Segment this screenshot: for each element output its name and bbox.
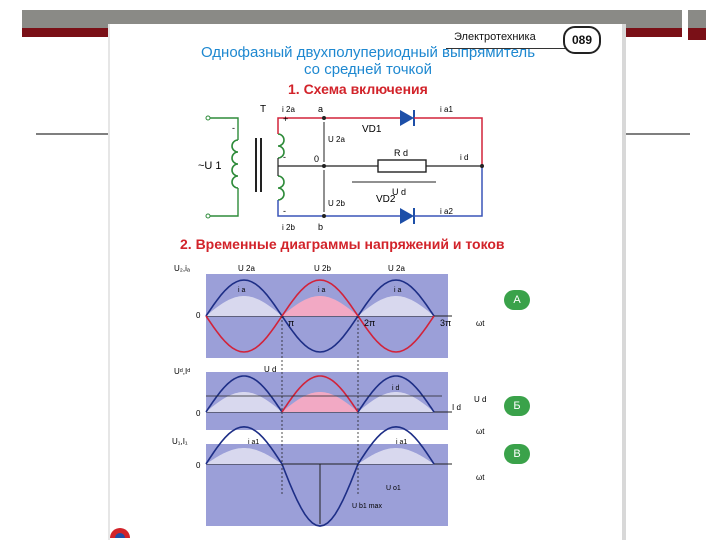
i2a-label: i 2a [282, 105, 295, 114]
diagram-b-zero: 0 [196, 409, 201, 418]
id-label: i d [460, 153, 469, 162]
waveform-diagrams [110, 24, 626, 540]
page-title-line-2: со средней точкой [304, 61, 432, 78]
diagram-b-ud: U d [264, 365, 277, 374]
diagram-a-ia3: i a [394, 287, 402, 294]
ia2-label: i a2 [440, 207, 453, 216]
diagram-b-y-label: Uᵈ,Iᵈ [174, 367, 191, 376]
diagram-b-axis: ωt [476, 427, 485, 436]
minus-bottom: - [283, 206, 286, 216]
diagram-a-u2b: U 2b [314, 264, 331, 273]
section-scheme-title: 1. Схема включения [288, 81, 428, 97]
diagram-a-axis: ωt [476, 319, 485, 328]
plus-top: + [283, 114, 289, 124]
diagram-a-y-label: U₂,iₐ [174, 264, 190, 273]
node-b-label: b [318, 222, 324, 232]
diagram-a-u2a: U 2a [238, 264, 255, 273]
diagram-v-ia1: i a1 [248, 439, 260, 446]
diagram-b-ud-right: U d [474, 395, 487, 404]
diagram-v-zero: 0 [196, 461, 201, 470]
badge-v: В [504, 444, 530, 464]
node-0-label: 0 [314, 154, 320, 164]
publisher-logo [108, 516, 132, 540]
page-number-badge: 089 [563, 26, 601, 54]
ia1-label: i a1 [440, 105, 453, 114]
diagram-v-axis: ωt [476, 473, 485, 482]
diagram-a-3pi: 3π [440, 318, 452, 328]
minus-primary: - [232, 123, 235, 133]
left-rule [36, 133, 110, 135]
source-label: ~U 1 [198, 160, 222, 172]
right-rule [626, 133, 690, 135]
diagram-a-2pi: 2π [364, 318, 376, 328]
vd1-label: VD1 [362, 124, 382, 135]
transformer-label: T [260, 104, 267, 115]
diagram-a-u2a-2: U 2a [388, 264, 405, 273]
diagram-a-zero: 0 [196, 311, 201, 320]
corner-square-bottom [688, 28, 706, 40]
page-title-line-1: Однофазный двухполупериодный выпрямитель [200, 44, 536, 61]
u2a-label: U 2a [328, 135, 345, 144]
diagram-v-uo: U o1 [386, 485, 401, 492]
sheet-edge-right [622, 24, 626, 540]
diagram-b-id-right: I d [452, 403, 461, 412]
publication-name: Электротехника [454, 31, 536, 43]
diagram-a-pi: π [288, 318, 295, 328]
diagram-v-y-label: U₁,I₁ [172, 437, 188, 446]
minus-secondary: - [283, 152, 286, 162]
vd2-label: VD2 [376, 194, 396, 205]
corner-square-top [688, 10, 706, 28]
diagram-v-uo-max: U b1 max [352, 503, 382, 510]
diagram-v-ia1b: i a1 [396, 439, 408, 446]
i2b-label: i 2b [282, 223, 295, 232]
rd-label: R d [394, 148, 409, 158]
u2b-label: U 2b [328, 199, 345, 208]
textbook-page [110, 24, 626, 540]
diagram-a-ib: i a [318, 287, 326, 294]
diagram-a-ia: i a [238, 287, 246, 294]
diagram-b-id: i d [392, 385, 400, 392]
node-a-label: a [318, 104, 324, 114]
section-diagrams-title: 2. Временные диаграммы напряжений и токов [180, 236, 505, 252]
badge-a: А [504, 290, 530, 310]
badge-b: Б [504, 396, 530, 416]
ud-label: U d [392, 187, 407, 197]
